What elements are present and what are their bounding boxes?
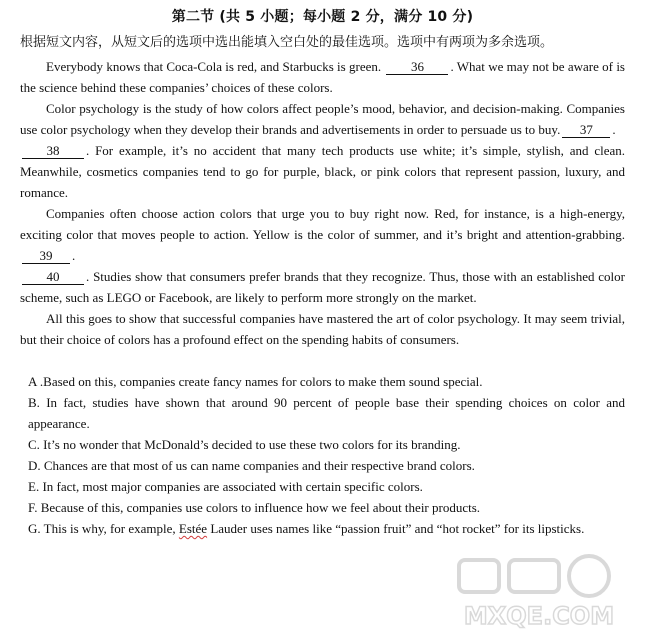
passage — [20, 56, 625, 350]
blank-38: 38 — [22, 143, 84, 159]
option-a: A .Based on this, companies create fancy names for colors to make them sound special. — [28, 374, 483, 389]
passage-paragraph-1 — [20, 56, 625, 98]
option-g — [28, 518, 625, 539]
option-g-after: Lauder uses names like “passion fruit” and “hot rocket” for its lipsticks. — [207, 521, 585, 536]
p1-text-before: Everybody knows that Coca-Cola is red, and Starbucks is green. — [46, 59, 385, 74]
options-list — [20, 371, 625, 539]
passage-paragraph-4 — [20, 203, 625, 266]
passage-paragraph-2 — [20, 98, 625, 140]
blank-39: 39 — [22, 248, 70, 264]
passage-paragraph-5 — [20, 266, 625, 308]
blank-36: 36 — [386, 59, 448, 75]
p2-text-before: Color psychology is the study of how colors affect people’s mood, behavior, and decision-making. Companies use color psychology when they develop their brands and advertisements in order to persuade us to buy. — [20, 101, 625, 137]
passage-paragraph-3 — [20, 140, 625, 203]
blank-40: 40 — [22, 269, 84, 285]
option-d: D. Chances are that most of us can name companies and their respective brand colors. — [28, 458, 475, 473]
option-b: B. In fact, studies have shown that around 90 percent of people base their spending choices on color and appearance. — [28, 395, 625, 431]
p4-text-after: . — [72, 248, 76, 263]
p1-text-after: . What we may not be aware of is the science behind these companies’ choices of these colors. — [20, 59, 625, 95]
watermark-text: MXQE.COM — [463, 602, 615, 630]
option-c: C. It’s no wonder that McDonald’s decided to use these two colors for its branding. — [28, 437, 461, 452]
option-e: E. In fact, most major companies are associated with certain specific colors. — [28, 479, 423, 494]
p5-text-after: . Studies show that consumers prefer brands that they recognize. Thus, those with an established color scheme, such as LEGO or Facebook, are likely to perform more strongly on the market. — [20, 269, 625, 305]
option-f: F. Because of this, companies use colors to influence how we feel about their products. — [28, 500, 481, 515]
passage-paragraph-6: All this goes to show that successful companies have mastered the art of color psychology. It may seem trivial, but their choice of colors has a profound effect on the spending habits of consumers. — [20, 311, 625, 347]
blank-37: 37 — [562, 122, 610, 138]
p3-text-after: . For example, it’s no accident that many tech products use white; it’s simple, stylish, and clean. Meanwhile, cosmetics companies tend to go for purple, black, or pink colors that represent passion, luxury, and romance. — [20, 143, 625, 200]
p4-text-before: Companies often choose action colors that urge you to buy right now. Red, for instance, is a high-energy, exciting color that moves people to action. Yellow is the color of summer, and it’s bright and attention-grabbing. — [20, 206, 625, 242]
option-g-before: G. This is why, for example, — [28, 521, 179, 536]
p2-text-after: . — [612, 122, 616, 137]
instruction-text: 根据短文内容，从短文后的选项中选出能填入空白处的最佳选项。选项中有两项为多余选项。 — [20, 35, 554, 50]
section-title: 第二节 (共 5 小题；每小题 2 分，满分 10 分) — [171, 9, 474, 25]
option-g-brand: Estée — [178, 521, 208, 536]
